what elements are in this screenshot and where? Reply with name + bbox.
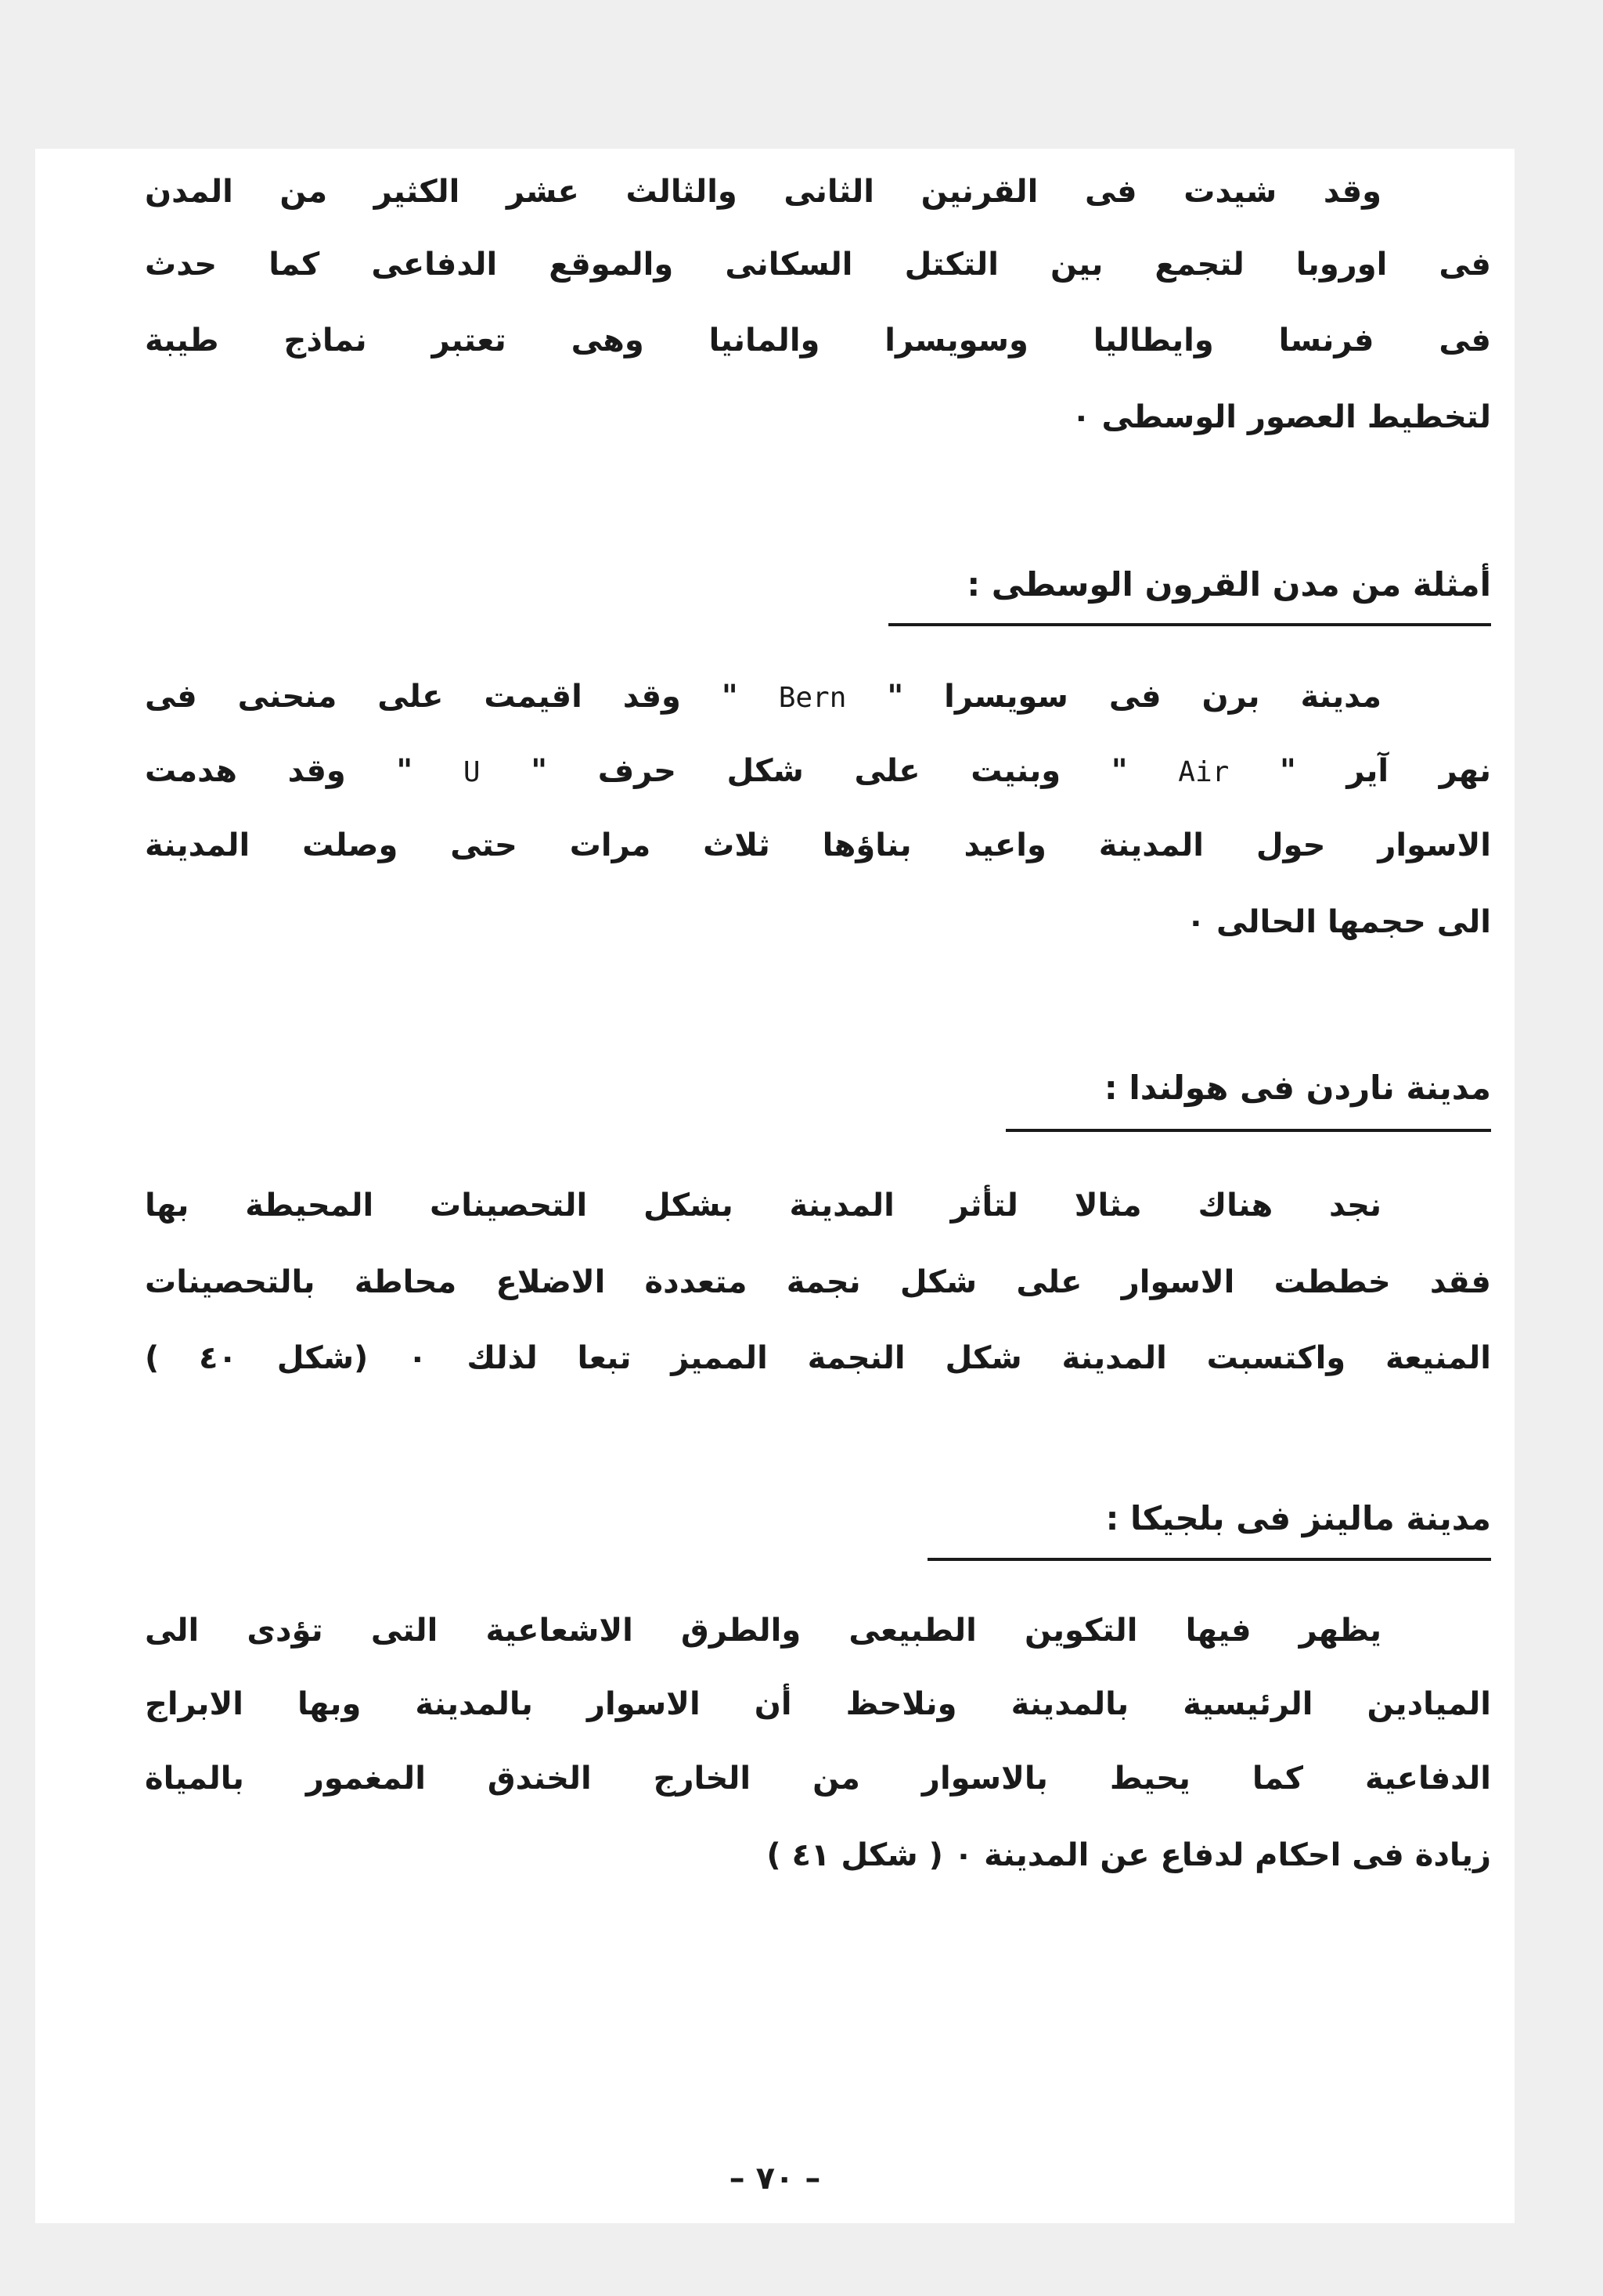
paragraph-line: الاسوار حول المدينة واعيد بناؤها ثلاث مرات حتى وصلت المدينة — [145, 827, 1491, 863]
text-span: " وقد هدمت — [145, 753, 413, 789]
section-heading: مدينة مالينز فى بلجيكا : — [1105, 1499, 1491, 1537]
paragraph-line — [145, 748, 1491, 796]
heading-underline — [928, 1558, 1491, 1561]
document-body — [145, 149, 1491, 2223]
paragraph-line: فى فرنسا وايطاليا وسويسرا والمانيا وهى تعتبر نماذج طيبة — [145, 323, 1491, 359]
paragraph-line: الميادين الرئيسية بالمدينة ونلاحظ أن الاسوار بالمدينة وبها الابراج — [145, 1686, 1491, 1722]
latin-word: Air — [1178, 756, 1230, 788]
heading-underline — [1006, 1129, 1491, 1132]
paragraph-line: زيادة فى احكام لدفاع عن المدينة ٠ ( شكل ٤١ ) — [766, 1837, 1491, 1873]
paragraph-line: فى اوروبا لتجمع بين التكتل السكانى والموقع الدفاعى كما حدث — [145, 247, 1491, 283]
page-number: – ٧٠ – — [729, 2161, 821, 2197]
section-heading: مدينة ناردن فى هولندا : — [1104, 1069, 1491, 1107]
paragraph-line: لتخطيط العصور الوسطى ٠ — [1072, 399, 1491, 435]
heading-underline — [888, 623, 1491, 626]
paragraph-line: يظهر فيها التكوين الطبيعى والطرق الاشعاعية التى تؤدى الى — [145, 1613, 1381, 1649]
paragraph-line: المنيعة واكتسبت المدينة شكل النجمة المميز تبعا لذلك ٠ (شكل ٤٠ ) — [145, 1340, 1491, 1376]
latin-word: Bern — [778, 682, 847, 714]
document-page — [35, 149, 1515, 2223]
paragraph-line: فقد خططت الاسوار على شكل نجمة متعددة الاضلاع محاطة بالتحصينات — [145, 1264, 1491, 1300]
paragraph-line: الى حجمها الحالى ٠ — [1186, 904, 1491, 940]
text-span: " وبنيت على شكل حرف " — [531, 753, 1128, 789]
latin-word: U — [463, 756, 481, 788]
section-heading: أمثلة من مدن القرون الوسطى : — [967, 565, 1491, 604]
paragraph-line: الدفاعية كما يحيط بالاسوار من الخارج الخندق المغمور بالمياة — [145, 1761, 1491, 1797]
paragraph-line: نجد هناك مثالا لتأثر المدينة بشكل التحصينات المحيطة بها — [145, 1188, 1381, 1224]
paragraph-line — [145, 673, 1491, 722]
text-span: " وقد اقيمت على منحنى فى — [145, 679, 738, 715]
text-span: مدينة برن فى سويسرا " — [887, 679, 1381, 715]
text-span: نهر آير " — [1279, 753, 1491, 789]
paragraph-line: وقد شيدت فى القرنين الثانى والثالث عشر الكثير من المدن — [145, 174, 1381, 210]
